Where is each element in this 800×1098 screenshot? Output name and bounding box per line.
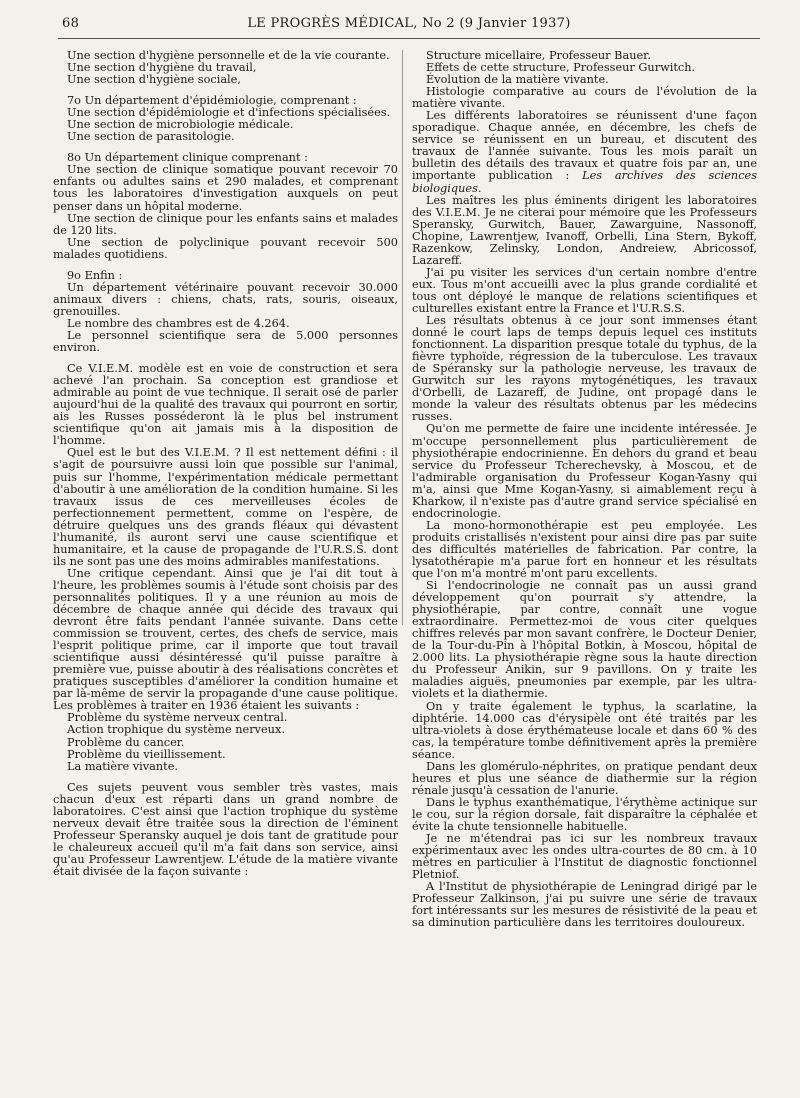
paragraph: Une section de polyclinique pouvant recevoir 500 malades quotidiens. (53, 235, 398, 261)
paragraph: Évolution de la matière vivante. (426, 73, 609, 87)
paragraph: Une section d'hygiène du travail, (67, 61, 257, 75)
list-item: Problème du vieillissement. (67, 747, 226, 761)
paragraph: J'ai pu visiter les services d'un certain nombre d'entre eux. Tous m'ont accueilli avec la plus grande cordialité et tous ont déployé le manque de relations scientifiques et culturelles existant entre la France et l'U.R.S.S. (412, 265, 757, 315)
paragraph: Le personnel scientifique sera de 5.000 personnes environ. (53, 328, 398, 355)
paragraph: Quel est le but des V.I.E.M. ? Il est nettement défini : il s'agit de poursuivre aussi loin que possible sur l'animal, puis sur l'homme, l'expérimentation médicale permettant d'aboutir à une amélioration de la condition humaine. Si les travaux issus de ces merveilleuses écoles de perfectionnement permettent, comme on l'espère, de détruire quelques uns des grands fléaux qui dévastent l'humanité, ils auront servi une cause scientifique et humanitaire, et la cause de propagande de l'U.R.S.S. dont ils ne sont pas une des moins admirables manifestations. (53, 446, 398, 568)
paragraph: Qu'on me permette de faire une incidente intéressée. Je m'occupe personnellement plus particulièrement de physiothérapie endocrinienne. En dehors du grand et beau service du Professeur Tcherechevsky, à Moscou, et de l'admirable organisation du Professeur Kogan-Yasny qui m'a, ainsi que Mme Kogan-Yasny, si aimablement reçu à Kharkow, il n'existe pas d'autre grand service spécialisé en endocrinologie. (412, 422, 757, 520)
paragraph: Une section d'hygiène personnelle et de la vie courante. (67, 49, 390, 62)
paragraph: Une section d'épidémiologie et d'infections spécialisées. (67, 106, 391, 120)
paragraph: Structure micellaire, Professeur Bauer. (426, 49, 651, 62)
paragraph: Histologie comparative au cours de l'évolution de la matière vivante. (412, 85, 757, 111)
running-header (58, 16, 760, 34)
paragraph: A l'Institut de physiothérapie de Leningrad dirigé par le Professeur Zalkinson, j'ai pu suivre une série de travaux fort intéressants sur les mesures de résistivité de la peau et sa diminution particulière dans les territoires douloureux. (412, 880, 757, 930)
header-rule (58, 38, 760, 39)
journal-title: LE PROGRÈS MÉDICAL, No 2 (9 Janvier 1937) (247, 16, 571, 31)
section-heading: 7o Un département d'épidémiologie, comprenant : (67, 94, 357, 108)
column-divider (402, 50, 403, 625)
right-column (412, 50, 757, 929)
section-heading: 8o Un département clinique comprenant : (67, 151, 308, 165)
paragraph (412, 110, 757, 194)
paragraph: Je ne m'étendrai pas ici sur les nombreux travaux expérimentaux avec les ondes ultra-courtes de 80 cm. à 10 mètres en particulier à l'Institut de diagnostic fonctionnel Pletniof. (412, 832, 757, 882)
paragraph: Dans le typhus exanthématique, l'érythème actinique sur le cou, sur la région dorsale, fait disparaître la céphalée et évite la chute tensionnelle habituelle. (412, 795, 757, 833)
section-heading: 9o Enfin : (67, 268, 123, 282)
paragraph: Une section de clinique somatique pouvant recevoir 70 enfants ou adultes sains et 290 malades, et comprenant tous les laboratoires d'investigation auxquels on peut penser dans un hôpital moderne. (53, 163, 398, 213)
paragraph: Une section d'hygiène sociale, (67, 73, 241, 87)
paragraph: Le nombre des chambres est de 4.264. (67, 316, 290, 330)
left-column (53, 50, 398, 878)
paragraph: Dans les glomérulo-néphrites, on pratique pendant deux heures et plus une séance de diathermie sur la région rénale jusqu'à cessation de l'anurie. (412, 759, 757, 797)
list-item: La matière vivante. (67, 759, 178, 773)
paragraph: On y traite également le typhus, la scarlatine, la diphtérie. 14.000 cas d'érysipèle ont été traités par les ultra-violets à dose érythémateuse locale et dans 60 % des cas, la température tombe définitivement après la première séance. (412, 699, 757, 761)
paragraph: Une section de clinique pour les enfants sains et malades de 120 lits. (53, 211, 398, 237)
paragraph: Ces sujets peuvent vous sembler très vastes, mais chacun d'eux est réparti dans un grand nombre de laboratoires. C'est ainsi que l'action trophique du système nerveux devait être traitée sous la direction de l'éminent Professeur Speransky auquel je dois tant de gratitude pour le chaleureux accueil qu'il m'a fait dans son service, ainsi qu'au Professeur Lawrentjew. L'étude de la matière vivante était divisée de la façon suivante : (53, 780, 398, 878)
list-item: Problème du système nerveux central. (67, 711, 288, 725)
problem-list (53, 712, 398, 772)
paragraph: La mono-hormonothérapie est peu employée. Les produits cristallisés n'existent pour ainsi dire pas par suite des difficultés matérielles de fabrication. Par contre, la lysatothérapie m'a parue fort en honneur et les résultats que l'on m'a montré m'ont paru excellents. (412, 518, 757, 581)
paragraph: Une critique cependant. Ainsi que je l'ai dit tout à l'heure, les problèmes soumis à l'étude sont choisis par des personnalités politiques. Il y a une réunion au mois de décembre de chaque année qui décide des travaux qui devront être faits pendant l'année suivante. Dans cette commission se trouvent, certes, des chefs de service, mais l'esprit politique prime, car il importe que tout travail scientifique aussi désintéressé qu'il puisse paraître à première vue, puisse aboutir à des réalisations concrètes et pratiques susceptibles d'améliorer la condition humaine et par là-même de servir la propagande d'une cause politique. Les problèmes à traiter en 1936 étaient les suivants : (53, 566, 398, 713)
paragraph: Effets de cette structure, Professeur Gurwitch. (426, 61, 696, 75)
paragraph: Ce V.I.E.M. modèle est en voie de construction et sera achevé l'an prochain. Sa conception est grandiose et admirable au point de vue technique. Il serait osé de parler aujourd'hui de la qualité des travaux qui pourront en sortir, ais les Russes posséderont là le plus bel instrument scientifique qu'on ait jamais mis à la disposition de l'homme. (53, 362, 398, 448)
list-item: Problème du cancer. (67, 735, 185, 749)
journal-name: Les archives des sciences biologiques (412, 169, 758, 195)
list-item: Action trophique du système nerveux. (67, 723, 285, 737)
paragraph: Les maîtres les plus éminents dirigent les laboratoires des V.I.E.M. Je ne citerai pour mémoire que les Professeurs Speransky, Gurwitch, Bauer, Zawarguine, Nassonoff, Chopine, Lawrentjew, Ivanoff, Orbelli, Lina Stern, Bykoff, Razenkow, Zelinsky, London, Andreiew, Abricossof, Lazareff. (412, 193, 757, 267)
paragraph-end: . (477, 181, 482, 195)
paragraph: Si l'endocrinologie ne connaît pas un aussi grand développement qu'on pourrait s'y attendre, la physiothérapie, par contre, connaît une vogue extraordinaire. Permettez-moi de vous citer quelques chiffres relevés par mon savant confrère, le Docteur Denier, de la Tour-du-Pin à l'hôpital Botkin, à Moscou, hôpital de 2.000 lits. La physiothérapie règne sous la haute direction du Professeur Anikin, sur 9 pavillons. On y traite les maladies aiguës, pneumonies par exemple, par les ultra-violets et la diathermie. (412, 579, 757, 701)
paragraph: Une section de parasitologie. (67, 130, 235, 144)
page-number: 68 (62, 16, 80, 31)
paragraph: Un département vétérinaire pouvant recevoir 30.000 animaux divers : chiens, chats, rats, souris, oiseaux, grenouilles. (53, 280, 398, 318)
paragraph: Les résultats obtenus à ce jour sont immenses étant donné le court laps de temps depuis lequel ces instituts fonctionnent. La disparition presque totale du typhus, de la fièvre typhoïde, régression de la tuberculose. Les travaux de Spéransky sur la pathologie nerveuse, les travaux de Gurwitch sur les rayons mytogénétiques, les travaux d'Orbelli, de Lazareff, de Judine, ont propagé dans le monde la valeur des résultats obtenus par les médecins russes. (412, 314, 757, 424)
paragraph-text: Les différents laboratoires se réunissent d'une façon sporadique. Chaque année, en décembre, les chefs de service se réunissent en un bureau, et discutent des travaux de l'année suivante. Tous les mois paraît un bulletin des détails des travaux et quatre fois par an, une importante publication : (412, 109, 757, 183)
paragraph: Une section de microbiologie médicale. (67, 118, 294, 132)
